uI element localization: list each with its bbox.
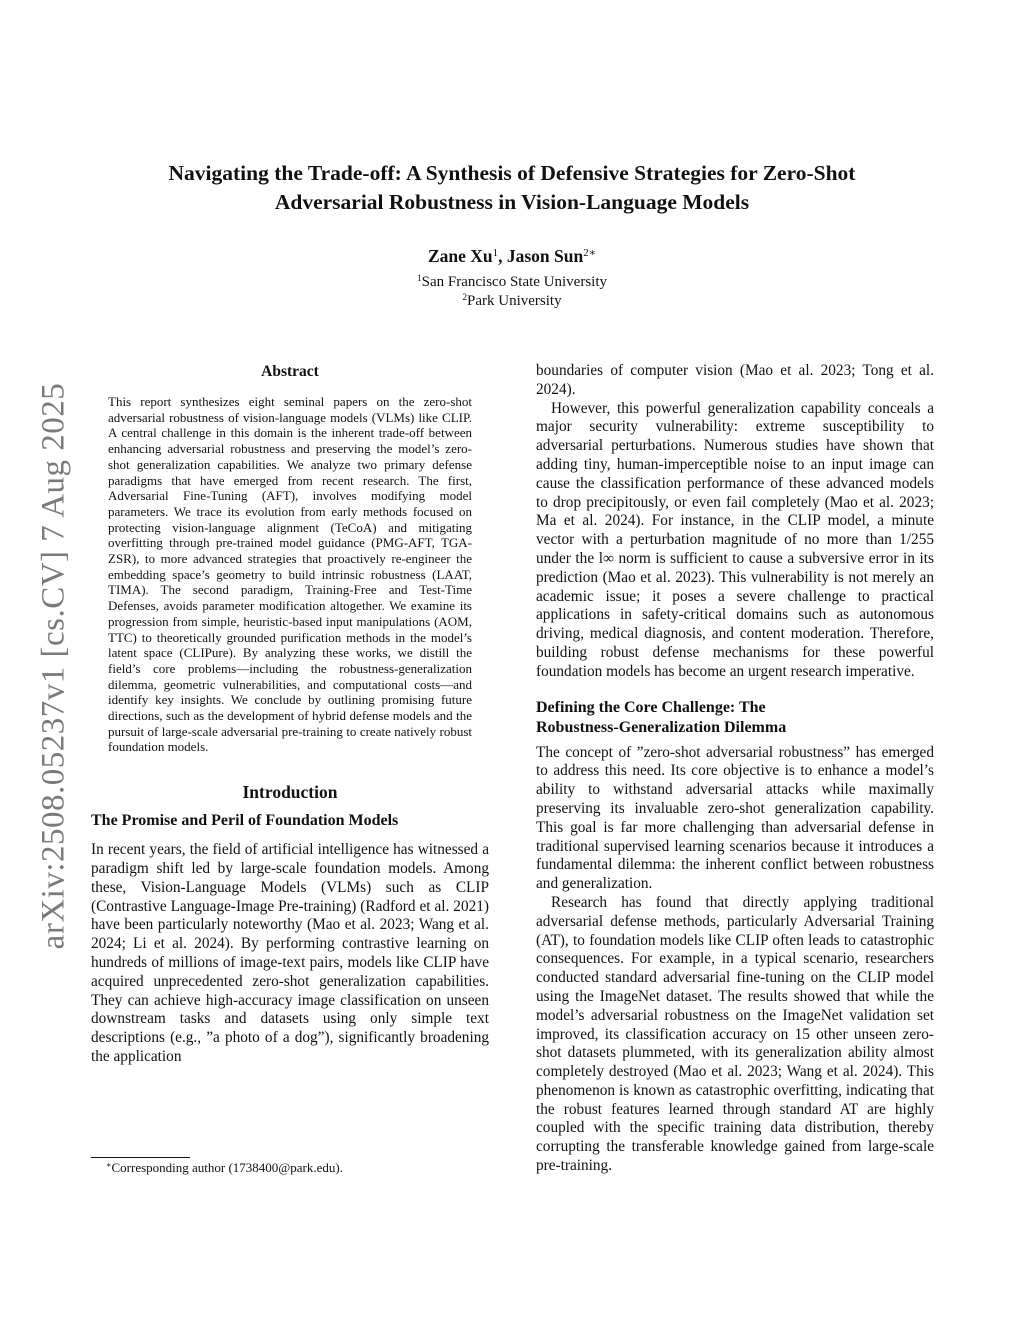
zero-shot-robustness-paragraph: The concept of ”zero-shot adversarial robustness” has emerged to address this need. Its core objective is to enhance a model’s ability to withstand adversarial attacks while maximally preserving its invaluable zero-shot generalization capability. This goal is far more challenging than adversarial defense in traditional supervised learning scenarios because it introduces a fundamental dilemma: the inherent conflict between robustness and generalization. [536, 743, 934, 893]
abstract-heading: Abstract [261, 363, 319, 380]
left-column [91, 362, 489, 1067]
author-1: Zane Xu [427, 246, 493, 266]
footnote-mark: ∗ [106, 1160, 112, 1170]
subsection-heading-promise-peril: The Promise and Peril of Foundation Models [91, 812, 399, 830]
affiliation-2-name: Park University [467, 293, 562, 309]
affiliation-1 [0, 273, 1024, 292]
author-1-affiliation-mark: 1 [492, 247, 499, 260]
footnote-rule [91, 1157, 190, 1158]
footnote-text: Corresponding author (1738400@park.edu). [111, 1160, 343, 1175]
footnote [106, 1160, 343, 1176]
introduction-heading: Introduction [242, 782, 338, 803]
affiliation-1-name: San Francisco State University [421, 274, 608, 290]
abstract-text: This report synthesizes eight seminal papers on the zero-shot adversarial robustness of vision-language models (VLMs) like CLIP. A central challenge in this domain is the inherent trade-off between enhancing adversarial robustness and preserving the model’s zero-shot generalization capabilities. We analyze two primary defense paradigms that have emerged from recent research. The first, Adversarial Fine-Tuning (AFT), involves modifying model parameters. We trace its evolution from early methods focused on protecting vision-language alignment (TeCoA) and mitigating overfitting through pre-trained model guidance (PMG-AFT, TGA-ZSR), to more advanced strategies that proactively re-engineer the embedding space’s geometry to build intrinsic robustness (LAAT, TIMA). The second paradigm, Training-Free and Test-Time Defenses, avoids parameter modification altogether. We examine its progression from simple, heuristic-based input manipulations (AOM, TTC) to theoretically grounded purification methods in the model’s latent space (CLIPure). By analyzing these works, we distill the field’s core problems—including the robustness-generalization dilemma, geometric vulnerabilities, and computational costs—and identify key insights. We conclude by outlining promising future directions, such as the development of hybrid defense models and the pursuit of large-scale adversarial pre-training to create natively robust foundation models. [108, 394, 472, 755]
author-2-affiliation-mark: 2∗ [583, 247, 596, 260]
title-line-1: Navigating the Trade-off: A Synthesis of Defensive Strategies for Zero-Shot [168, 161, 856, 185]
arxiv-identifier: arXiv:2508.05237v1 [cs.CV] 7 Aug 2025 [35, 382, 72, 950]
paper-title [0, 159, 1024, 217]
affiliation-2-mark: 2 [462, 292, 468, 303]
continued-paragraph: boundaries of computer vision (Mao et al. 2023; Tong et al. 2024). [536, 362, 934, 398]
catastrophic-overfitting-paragraph: Research has found that directly applying traditional adversarial defense methods, particularly Adversarial Training (AT), to foundation models like CLIP often leads to catastrophic consequences. For example, in a typical scenario, researchers conducted standard adversarial fine-tuning on the CLIP model using the ImageNet dataset. The results showed that while the model’s adversarial robustness on the ImageNet validation set improved, its classification accuracy on 15 other unseen zero-shot datasets plummeted, with its generalization ability almost completely destroyed (Mao et al. 2023; Wang et al. 2024). This phenomenon is known as catastrophic overfitting, indicating that the robust features learned through standard AT are highly coupled with the specific training data distribution, thereby corrupting the transferable knowledge gained from large-scale pre-training. [536, 893, 934, 1175]
title-line-2: Adversarial Robustness in Vision-Language Models [274, 190, 750, 214]
right-column [536, 362, 934, 1176]
author-2: Jason Sun [506, 246, 584, 266]
affiliation-1-mark: 1 [416, 273, 422, 284]
subsection-heading-line-1: Defining the Core Challenge: The [536, 698, 766, 716]
introduction-paragraph: In recent years, the field of artificial intelligence has witnessed a paradigm shift led by large-scale foundation models. Among these, Vision-Language Models (VLMs) such as CLIP (Contrastive Language-Image Pre-training) (Radford et al. 2021) have been particularly noteworthy (Mao et al. 2023; Wang et al. 2024; Li et al. 2024). By performing contrastive learning on hundreds of millions of image-text pairs, models like CLIP have acquired unprecedented zero-shot generalization capabilities. They can achieve high-accuracy image classification on unseen downstream tasks and datasets using only simple text descriptions (e.g., ”a photo of a dog”), significantly broadening the application [91, 841, 489, 1065]
author-separator: , [498, 246, 507, 266]
subsection-heading-line-2: Robustness-Generalization Dilemma [536, 718, 787, 736]
author-list [0, 245, 1024, 267]
subsection-heading-core-challenge [536, 698, 934, 738]
affiliation-2 [0, 292, 1024, 311]
title-block [0, 159, 1024, 311]
vulnerability-paragraph: However, this powerful generalization capability conceals a major security vulnerability: extreme susceptibility to adversarial perturbations. Numerous studies have shown that adding tiny, human-imperceptible noise to an input image can cause the classification performance of these advanced models to drop precipitously, or even fail completely (Mao et al. 2023; Ma et al. 2024). For instance, in the CLIP model, a minute vector with a perturbation magnitude of no more than 1/255 under the l∞ norm is sufficient to cause a subversive error in its prediction (Mao et al. 2023). This vulnerability is not merely an academic issue; it poses a severe challenge to practical applications in safety-critical domains such as autonomous driving, medical diagnosis, and content moderation. Therefore, building robust defense mechanisms for these powerful foundation models has become an urgent research imperative. [536, 399, 934, 680]
